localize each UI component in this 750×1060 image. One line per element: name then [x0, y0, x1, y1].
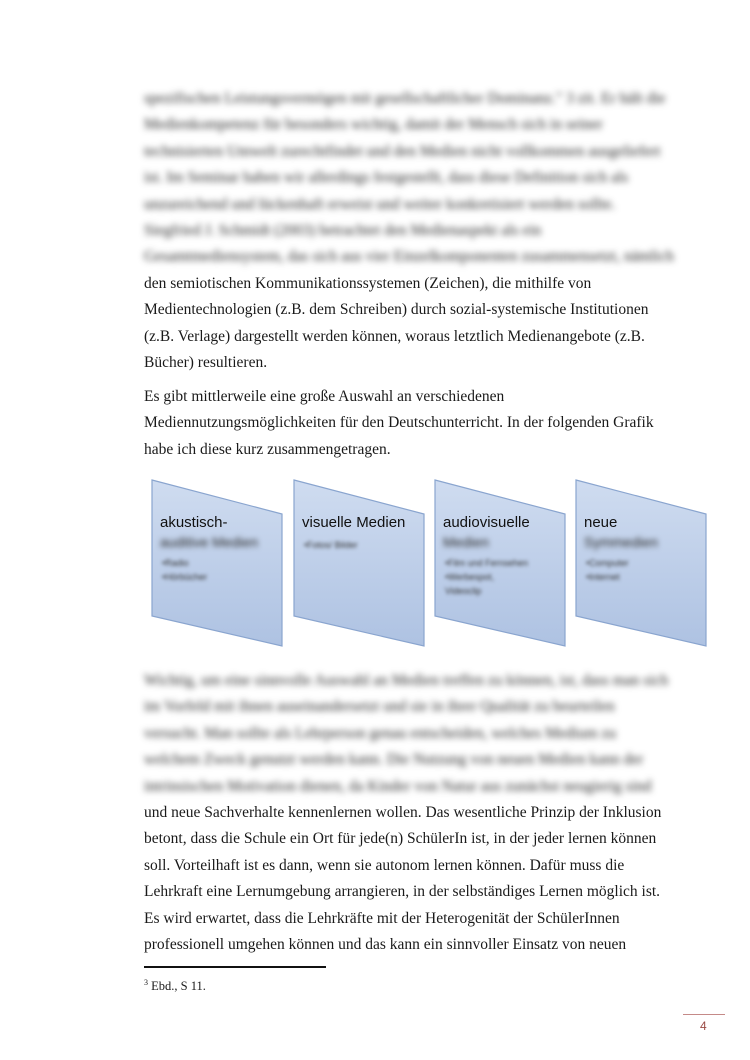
bullet-item: •Werbespot, — [445, 572, 495, 582]
text-line: professionell umgehen können und das kann ein sinnvoller Einsatz von neuen — [144, 936, 627, 954]
shape-audiovisual-subtitle: Medien — [443, 534, 489, 550]
paragraph-1 — [144, 86, 674, 376]
text-line: Gesamtmediensystem, das sich aus vier Einzelkomponenten zusammensetzt, nämlich — [144, 248, 674, 266]
bullet-item: •Hörbücher — [162, 572, 208, 582]
text-line: den semiotischen Kommunikationssystemen (Zeichen), die mithilfe von — [144, 274, 592, 292]
footnote-text: Ebd., S 11. — [148, 979, 206, 994]
text-line: habe ich diese kurz zusammengetragen. — [144, 440, 391, 458]
text-line: Medientechnologien (z.B. dem Schreiben) durch sozial-systemische Institutionen — [144, 301, 649, 319]
text-line: spezifischen Leistungsvermögen mit gesellschaftlicher Dominanz." 3 zit. Er hält die — [144, 90, 666, 107]
footnote-number: 3 — [144, 978, 148, 987]
text-line: Wichtig, um eine sinnvolle Auswahl an Medien treffen zu können, ist, dass man sich — [144, 672, 669, 689]
text-line: Mediennutzungsmöglichkeiten für den Deutschunterricht. In der folgenden Grafik — [144, 414, 654, 432]
shape-new-media-subtitle: Symmedien — [584, 534, 658, 550]
text-line: Bücher) resultieren. — [144, 354, 268, 372]
page-number-rule — [683, 1014, 725, 1015]
footnote — [144, 975, 206, 994]
shape-acoustic-bullets — [162, 556, 207, 584]
bullet-item: •Computer — [586, 558, 629, 568]
text-line: (z.B. Verlage) dargestellt werden können, woraus letztlich Medienangebote (z.B. — [144, 327, 645, 345]
text-line: und neue Sachverhalte kennenlernen wollen. Das wesentliche Prinzip der Inklusion — [144, 804, 662, 822]
shape-acoustic-title: akustisch- — [160, 514, 228, 531]
text-line: Es gibt mittlerweile eine große Auswahl an verschiedenen — [144, 388, 505, 405]
text-line: intrinsischen Motivation dienen, da Kinder von Natur aus zunächst neugierig sind — [144, 777, 652, 795]
text-line: Lehrkraft eine Lernumgebung arrangieren, in der selbständiges Lernen möglich ist. — [144, 883, 661, 901]
shape-visual-bullets — [304, 538, 358, 552]
text-line: soll. Vorteilhaft ist es dann, wenn sie autonom lernen können. Dafür muss die — [144, 856, 625, 874]
media-types-diagram — [148, 478, 718, 658]
paragraph-2 — [144, 384, 674, 463]
bullet-item: •Radio — [162, 558, 189, 568]
shape-new-media-title: neue — [584, 514, 618, 531]
text-line: Medienkompetenz für besonders wichtig, damit der Mensch sich in seiner — [144, 116, 603, 134]
text-line: im Vorfeld mit ihnen auseinandersetzt und sie in ihrer Qualität zu beurteilen — [144, 698, 615, 716]
shape-audiovisual-title: audiovisuelle — [443, 514, 530, 531]
text-line: Es wird erwartet, dass die Lehrkräfte mit der Heterogenität der SchülerInnen — [144, 909, 620, 927]
text-line: versucht. Man sollte als Lehrperson genau entscheiden, welches Medium zu — [144, 724, 617, 742]
footnote-separator — [144, 966, 326, 968]
shape-visual-title: visuelle Medien — [302, 514, 406, 531]
shape-audiovisual-bullets — [445, 556, 528, 598]
text-line: ist. Im Seminar haben wir allerdings festgestellt, dass diese Definition sich als — [144, 169, 629, 187]
text-line: welchem Zweck genutzt werden kann. Die Nutzung von neuen Medien kann der — [144, 751, 644, 769]
text-line: Siegfried J. Schmidt (2003) betrachtet den Medienaspekt als ein — [144, 222, 542, 240]
shape-visual — [294, 480, 424, 646]
diagram-shapes — [148, 478, 718, 658]
shape-acoustic-subtitle: auditive Medien — [160, 534, 259, 550]
bullet-item: •Internet — [586, 572, 620, 582]
bullet-item: •Fotos/ Bilder — [304, 540, 358, 550]
text-line: technisierten Umwelt zurechtfindet und den Medien nicht vollkommen ausgeliefert — [144, 142, 661, 160]
paragraph-3 — [144, 668, 674, 958]
shape-new-media-bullets — [586, 556, 629, 584]
text-line: betont, dass die Schule ein Ort für jede(n) SchülerIn ist, in der jeder lernen können — [144, 830, 657, 848]
bullet-item: Videoclip — [445, 586, 482, 596]
page-number: 4 — [700, 1019, 707, 1033]
text-line: unzureichend und lückenhaft erweist und weiter konkretisiert werden sollte. — [144, 195, 616, 213]
bullet-item: •Film und Fernsehen — [445, 558, 529, 568]
